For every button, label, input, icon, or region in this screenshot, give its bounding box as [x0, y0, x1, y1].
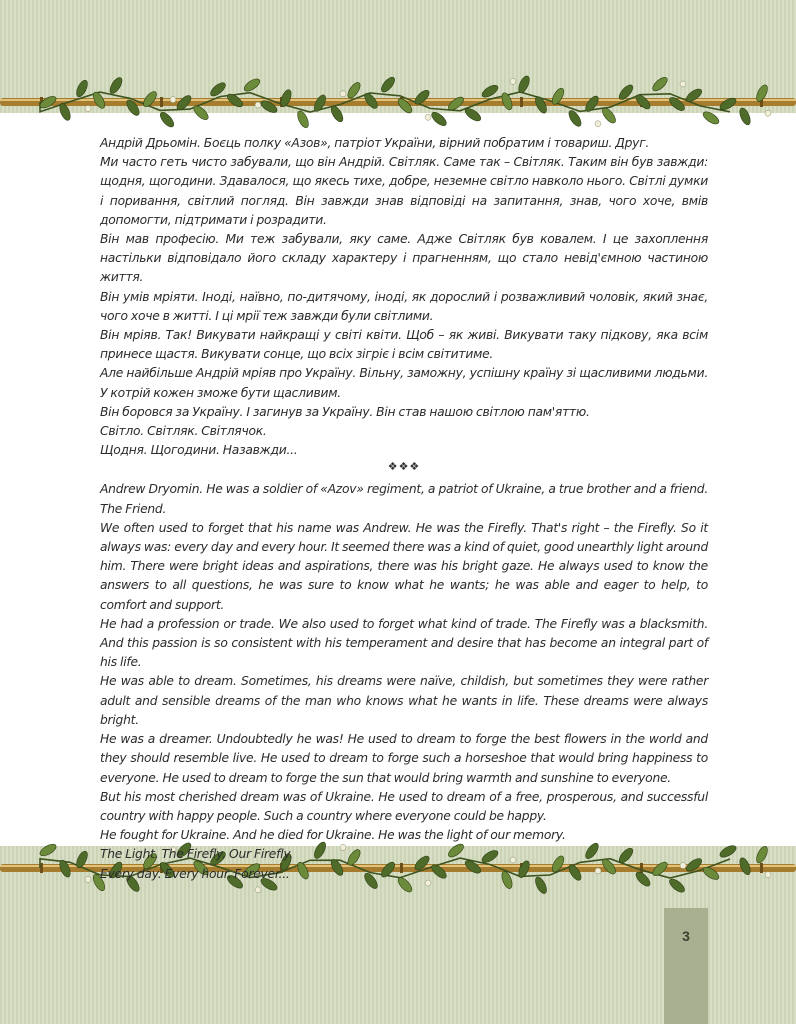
page-number: 3: [682, 928, 690, 944]
en-paragraph: He was a dreamer. Undoubtedly he was! He used to dream to forge the best flowers in the world and they should resemble live. He used to dream to forge such a horseshoe that would bring happiness to everyone. He used to dream to forge the sun that would bring warmth and sunshine to everyone.: [100, 732, 708, 785]
en-paragraph: But his most cherished dream was of Ukraine. He used to dream of a free, prosperous, and successful country with happy people. Such a country where everyone could be happy.: [100, 789, 708, 823]
en-paragraph: He was able to dream. Sometimes, his dreams were naïve, childish, but sometimes they were rather adult and sensible dreams of the man who knows what he wants in life. These dreams were always bright.: [100, 674, 708, 727]
en-paragraph: Andrew Dryomin. He was a soldier of «Azov» regiment, a patriot of Ukraine, a true brother and a friend. The Friend.: [100, 482, 708, 516]
en-paragraph: Every day. Every hour. Forever...: [100, 866, 290, 881]
section-divider: ❖❖❖: [387, 460, 421, 474]
top-vine-border: [0, 70, 796, 134]
en-paragraph: The Light. The Firefly. Our Firefly.: [100, 847, 294, 862]
uk-paragraph: Андрій Дрьомін. Боєць полку «Азов», патріот України, вірний побратим і товариш. Друг.: [100, 136, 650, 150]
en-paragraph: He had a profession or trade. We also used to forget what kind of trade. The Firefly was a blacksmith. And this passion is so consistent with his temperament and desire that has become an integral part of his life.: [100, 616, 708, 670]
uk-paragraph: Світло. Світляк. Світлячок.: [100, 424, 267, 439]
uk-paragraph: Він мав професію. Ми теж забували, яку саме. Адже Світляк був ковалем. І це захоплення настільки відповідало його складу характеру і прагненням, що стало невід'ємною частиною життя.: [100, 232, 708, 285]
uk-paragraph: Він умів мріяти. Іноді, наївно, по-дитячому, іноді, як дорослий і розважливий чоловік, який знає, чого хоче в житті. І ці мрії теж завжди були світлими.: [100, 289, 708, 323]
uk-paragraph: Щодня. Щогодини. Назавжди...: [100, 443, 298, 458]
uk-paragraph: Він мріяв. Так! Викувати найкращі у світі квіти. Щоб – як живі. Викувати таку підкову, яка всім принесе щастя. Викувати сонце, що всіх зігріє і всім світитиме.: [100, 328, 708, 362]
page-number-tab: [664, 908, 708, 1024]
uk-paragraph: Він боровся за Україну. І загинув за Україну. Він став нашою світлою пам'яттю.: [100, 404, 590, 419]
en-paragraph: We often used to forget that his name was Andrew. He was the Firefly. That's right – the Firefly. So it always was: every day and every hour. It seemed there was a kind of quiet, good unearthly light around him. There were bright ideas and aspirations, there was his bright gaze. He always used to know the answers to all questions, he was sure to know what he wants; he was able and eager to help, to comfort and support.: [100, 520, 708, 612]
uk-paragraph: Ми часто геть чисто забували, що він Андрій. Світляк. Саме так – Світляк. Таким він був завжди: щодня, щогодини. Здавалося, що якесь тихе, добре, неземне світло навколо нього. Світлі думки і поривання, світлий погляд. Він завжди знав відповіді на запитання, знав, чого хоче, вмів допомогти, підтримати і розрадити.: [100, 155, 708, 227]
article-body: [100, 134, 708, 884]
uk-paragraph: Але найбільше Андрій мріяв про Україну. Вільну, заможну, успішну країну зі щасливими людьми. У котрій кожен зможе бути щасливим.: [100, 366, 708, 400]
en-paragraph: He fought for Ukraine. And he died for Ukraine. He was the light of our memory.: [100, 828, 566, 843]
